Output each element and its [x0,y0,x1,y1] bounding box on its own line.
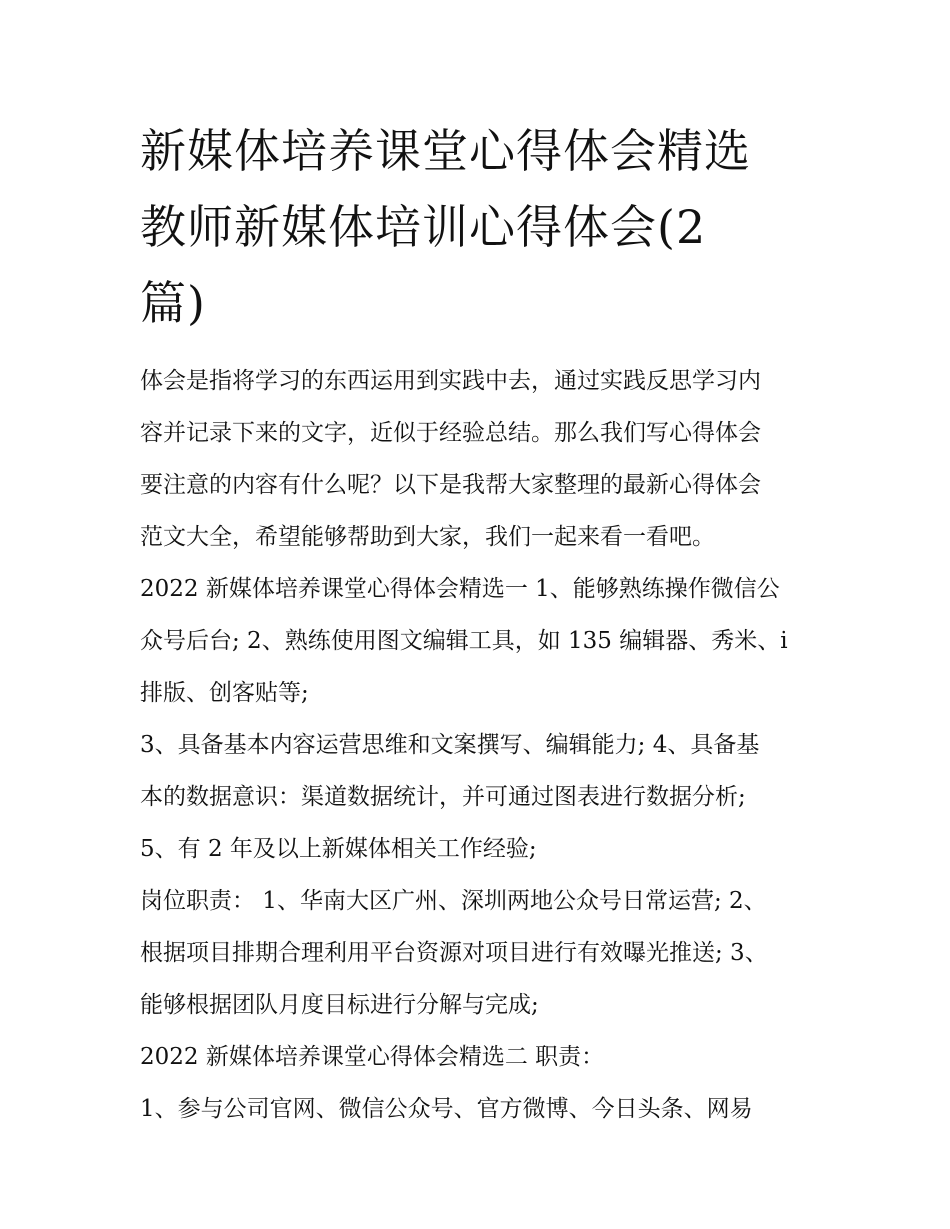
body-line: 2022 新媒体培养课堂心得体会精选一 1、能够熟练操作微信公 [140,576,780,602]
title-line: 新媒体培养课堂心得体会精选 [140,124,751,178]
body-line: 能够根据团队月度目标进行分解与完成; [140,992,539,1018]
body-line: 排版、创客贴等; [140,680,309,706]
body-line: 1、参与公司官网、微信公众号、官方微博、今日头条、网易 [140,1096,753,1122]
body-line: 2022 新媒体培养课堂心得体会精选二 职责： [140,1044,605,1070]
body-line: 根据项目排期合理利用平台资源对项目进行有效曝光推送; 3、 [140,940,768,966]
body-line: 范文大全，希望能够帮助到大家，我们一起来看一看吧。 [140,524,715,550]
title-line: 教师新媒体培训心得体会(2 [140,200,707,254]
body-line: 5、有 2 年及以上新媒体相关工作经验; [140,836,537,862]
body-line: 众号后台; 2、熟练使用图文编辑工具，如 135 编辑器、秀米、i [140,628,788,654]
body-line: 3、具备基本内容运营思维和文案撰写、编辑能力; 4、具备基 [140,732,760,758]
body-line: 岗位职责： 1、华南大区广州、深圳两地公众号日常运营; 2、 [140,888,767,914]
title-line: 篇) [140,276,206,330]
document-title [140,113,830,341]
body-line: 体会是指将学习的东西运用到实践中去，通过实践反思学习内 [140,368,761,394]
body-line: 容并记录下来的文字，近似于经验总结。那么我们写心得体会 [140,420,761,446]
body-line: 要注意的内容有什么呢？以下是我帮大家整理的最新心得体会 [140,472,761,498]
document-body [140,355,830,1135]
body-line: 本的数据意识：渠道数据统计，并可通过图表进行数据分析; [140,784,746,810]
